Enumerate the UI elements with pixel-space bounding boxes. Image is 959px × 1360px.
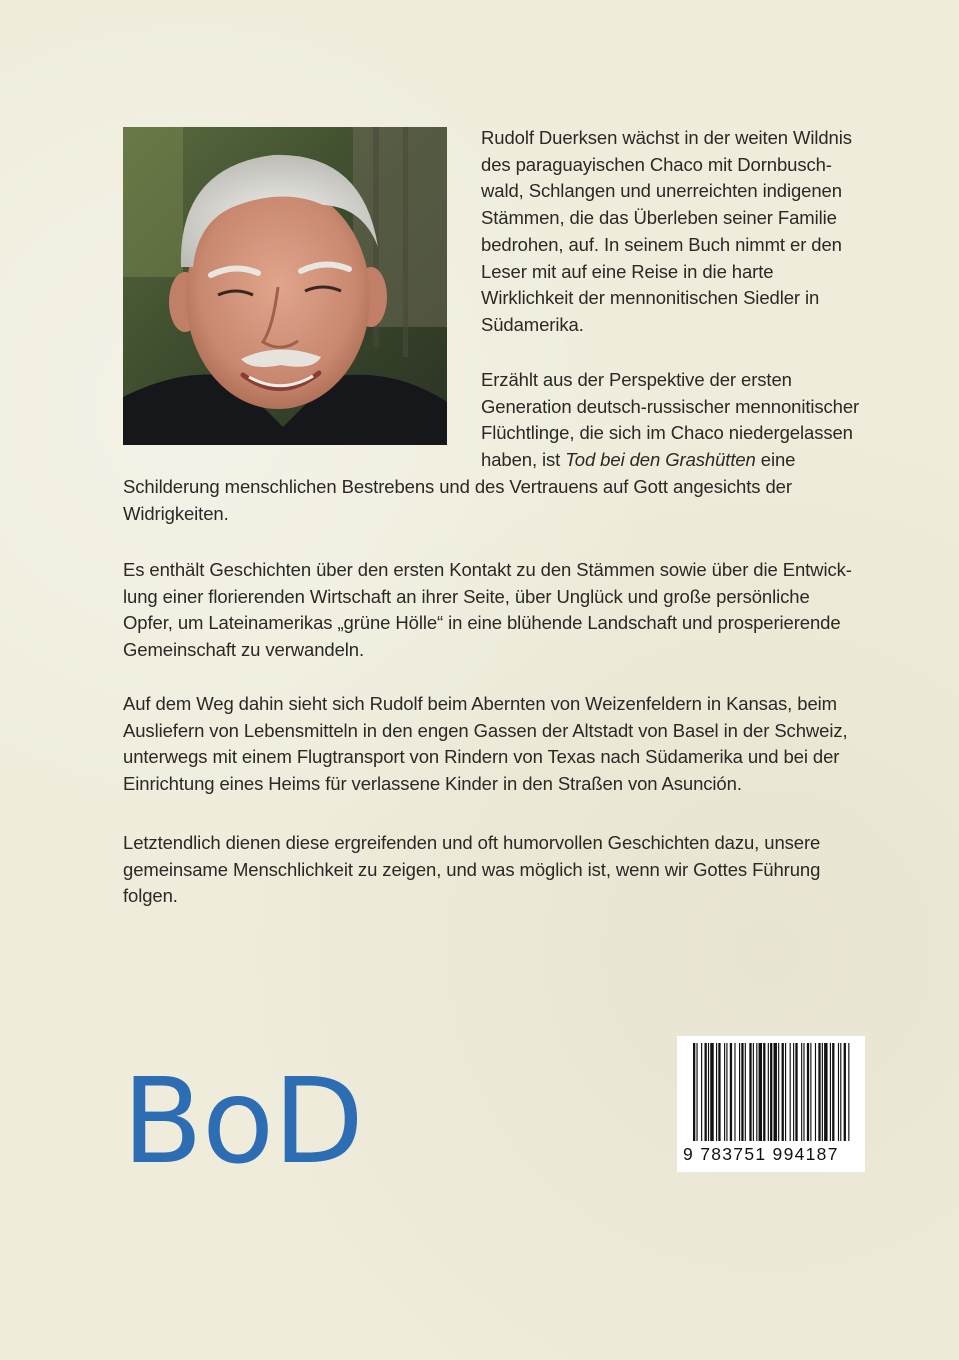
text-line: unterwegs mit einem Flugtransport von Rindern von Texas nach Südamerika und bei der: [123, 746, 840, 768]
blurb-paragraph-2-title-line: [481, 447, 866, 474]
text-line: Erzählt aus der Perspektive der ersten: [481, 369, 792, 390]
text-line: Widrigkeiten.: [123, 502, 229, 524]
blurb-paragraph-1: [481, 125, 866, 339]
book-title: Tod bei den Grashütten: [565, 449, 756, 470]
text-line: gemeinsame Menschlichkeit zu zeigen, und was möglich ist, wenn wir Gottes Führung: [123, 858, 821, 880]
blurb-paragraph-3: [123, 557, 863, 664]
text-line: Auf dem Weg dahin sieht sich Rudolf beim Abernten von Weizenfeldern in Kansas, beim: [123, 693, 837, 714]
blurb-paragraph-5: [123, 830, 863, 910]
text-line: Schilderung menschlichen Bestrebens und des Vertrauens auf Gott angesichts der: [123, 476, 792, 497]
text-line: folgen.: [123, 885, 178, 907]
blurb-paragraph-2-bottom: [123, 474, 863, 527]
text-line: bedrohen, auf. In seinem Buch nimmt er den: [481, 233, 842, 255]
text-line: [481, 447, 866, 474]
publisher-logo: BoD: [122, 1052, 364, 1190]
text-line: Letztendlich dienen diese ergreifenden und oft humorvollen Geschichten dazu, unsere: [123, 832, 821, 853]
text-line: lung einer florierenden Wirtschaft an ihrer Seite, über Unglück und große persönliche: [123, 585, 810, 607]
text-line: Einrichtung eines Heims für verlassene Kinder in den Straßen von Asunción.: [123, 773, 742, 795]
text-line: Ausliefern von Lebensmitteln in den engen Gassen der Altstadt von Basel in der Schweiz,: [123, 719, 848, 741]
text-line: Gemeinschaft zu verwandeln.: [123, 639, 365, 661]
text-line: Südamerika.: [481, 313, 584, 335]
isbn-barcode: [677, 1036, 865, 1172]
text-line: Generation deutsch-russischer mennonitischer: [481, 395, 860, 417]
text-line: Rudolf Duerksen wächst in der weiten Wildnis: [481, 127, 852, 148]
author-photo: [123, 127, 447, 445]
text-line: Stämmen, die das Überleben seiner Familie: [481, 207, 837, 229]
blurb-paragraph-2-top: [481, 367, 866, 447]
text-segment: haben, ist: [481, 449, 566, 470]
text-line: Wirklichkeit der mennonitischen Siedler in: [481, 287, 820, 309]
isbn-number: 9 783751 994187: [683, 1144, 839, 1164]
text-line: Leser mit auf eine Reise in die harte: [481, 260, 774, 282]
text-line: des paraguayischen Chaco mit Dornbusch-: [481, 153, 832, 175]
text-line: Flüchtlinge, die sich im Chaco niedergelassen: [481, 422, 853, 444]
blurb-paragraph-4: [123, 691, 863, 798]
text-line: wald, Schlangen und unerreichten indigenen: [481, 180, 842, 202]
author-portrait-icon: [123, 127, 447, 445]
barcode-bars-icon: [693, 1043, 851, 1141]
text-segment: eine: [755, 449, 796, 470]
text-line: Es enthält Geschichten über den ersten Kontakt zu den Stämmen sowie über die Entwick-: [123, 559, 852, 580]
text-line: Opfer, um Lateinamerikas „grüne Hölle“ in eine blühende Landschaft und prosperierende: [123, 612, 841, 634]
